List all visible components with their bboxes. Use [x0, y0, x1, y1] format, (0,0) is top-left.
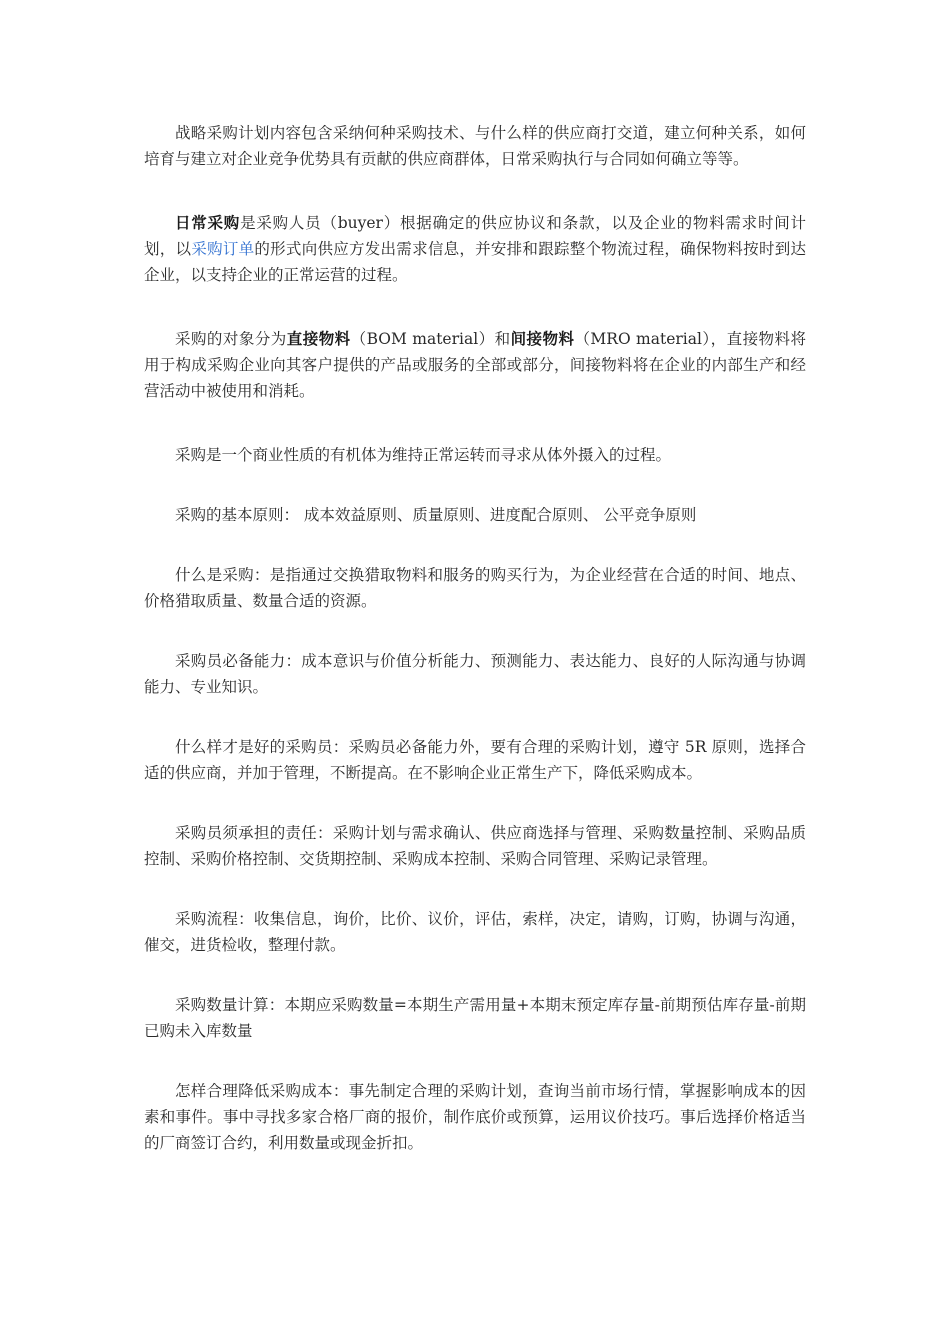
paragraph-procurement-objects	[144, 326, 806, 404]
paragraph-buyer-responsibilities: 采购员须承担的责任：采购计划与需求确认、供应商选择与管理、采购数量控制、采购品质控制、采购价格控制、交货期控制、采购成本控制、采购合同管理、采购记录管理。	[144, 824, 806, 868]
paragraph-buyer-abilities: 采购员必备能力：成本意识与价值分析能力、预测能力、表达能力、良好的人际沟通与协调能力、专业知识。	[144, 652, 806, 696]
paragraph-strategic-procurement: 战略采购计划内容包含采纳何种采购技术、与什么样的供应商打交道，建立何种关系，如何培育与建立对企业竞争优势具有贡献的供应商群体，日常采购执行与合同如何确立等等。	[144, 124, 806, 168]
paragraph-text: （MRO material），直接物料将用于构成采购企业向其客户提供的产品或服务的全部或部分，间接物料将在企业的内部生产和经营活动中被使用和消耗。	[144, 330, 806, 400]
paragraph-text: 是采购人员（buyer）根据确定的供应协议和条款，以及企业的物料需求时间计划，以	[144, 214, 806, 258]
paragraph-what-is-procurement: 什么是采购：是指通过交换猎取物料和服务的购买行为，为企业经营在合适的时间、地点、价格猎取质量、数量合适的资源。	[144, 566, 806, 610]
paragraph-good-buyer: 什么样才是好的采购员：采购员必备能力外，要有合理的采购计划，遵守 5R 原则，选择合适的供应商，并加于管理，不断提高。在不影响企业正常生产下，降低采购成本。	[144, 738, 806, 782]
paragraph-quantity-calculation: 采购数量计算：本期应采购数量=本期生产需用量+本期末预定库存量-前期预估库存量-前期已购未入库数量	[144, 996, 806, 1040]
document-body	[144, 120, 806, 1156]
paragraph-daily-procurement	[144, 210, 806, 288]
paragraph-text: 的形式向供应方发出需求信息，并安排和跟踪整个物流过程，确保物料按时到达企业，以支持企业的正常运营的过程。	[144, 240, 806, 284]
paragraph-text: （BOM material）和	[350, 330, 511, 348]
paragraph-basic-principles: 采购的基本原则： 成本效益原则、质量原则、进度配合原则、 公平竞争原则	[175, 506, 697, 524]
paragraph-procurement-definition: 采购是一个商业性质的有机体为维持正常运转而寻求从体外摄入的过程。	[175, 446, 672, 464]
term-direct-material: 直接物料	[286, 329, 351, 348]
term-daily-procurement: 日常采购	[175, 213, 241, 232]
term-indirect-material: 间接物料	[510, 329, 575, 348]
paragraph-procurement-process: 采购流程：收集信息，询价，比价、议价，评估，索样，决定，请购，订购，协调与沟通，催交，进货检收，整理付款。	[144, 910, 806, 954]
paragraph-text: 采购的对象分为	[175, 330, 287, 348]
paragraph-cost-reduction: 怎样合理降低采购成本：事先制定合理的采购计划，查询当前市场行情，掌握影响成本的因素和事件。事中寻找多家合格厂商的报价，制作底价或预算，运用议价技巧。事后选择价格适当的厂商签订合约，利用数量或现金折扣。	[144, 1082, 806, 1152]
purchase-order-link[interactable]: 采购订单	[191, 240, 255, 258]
